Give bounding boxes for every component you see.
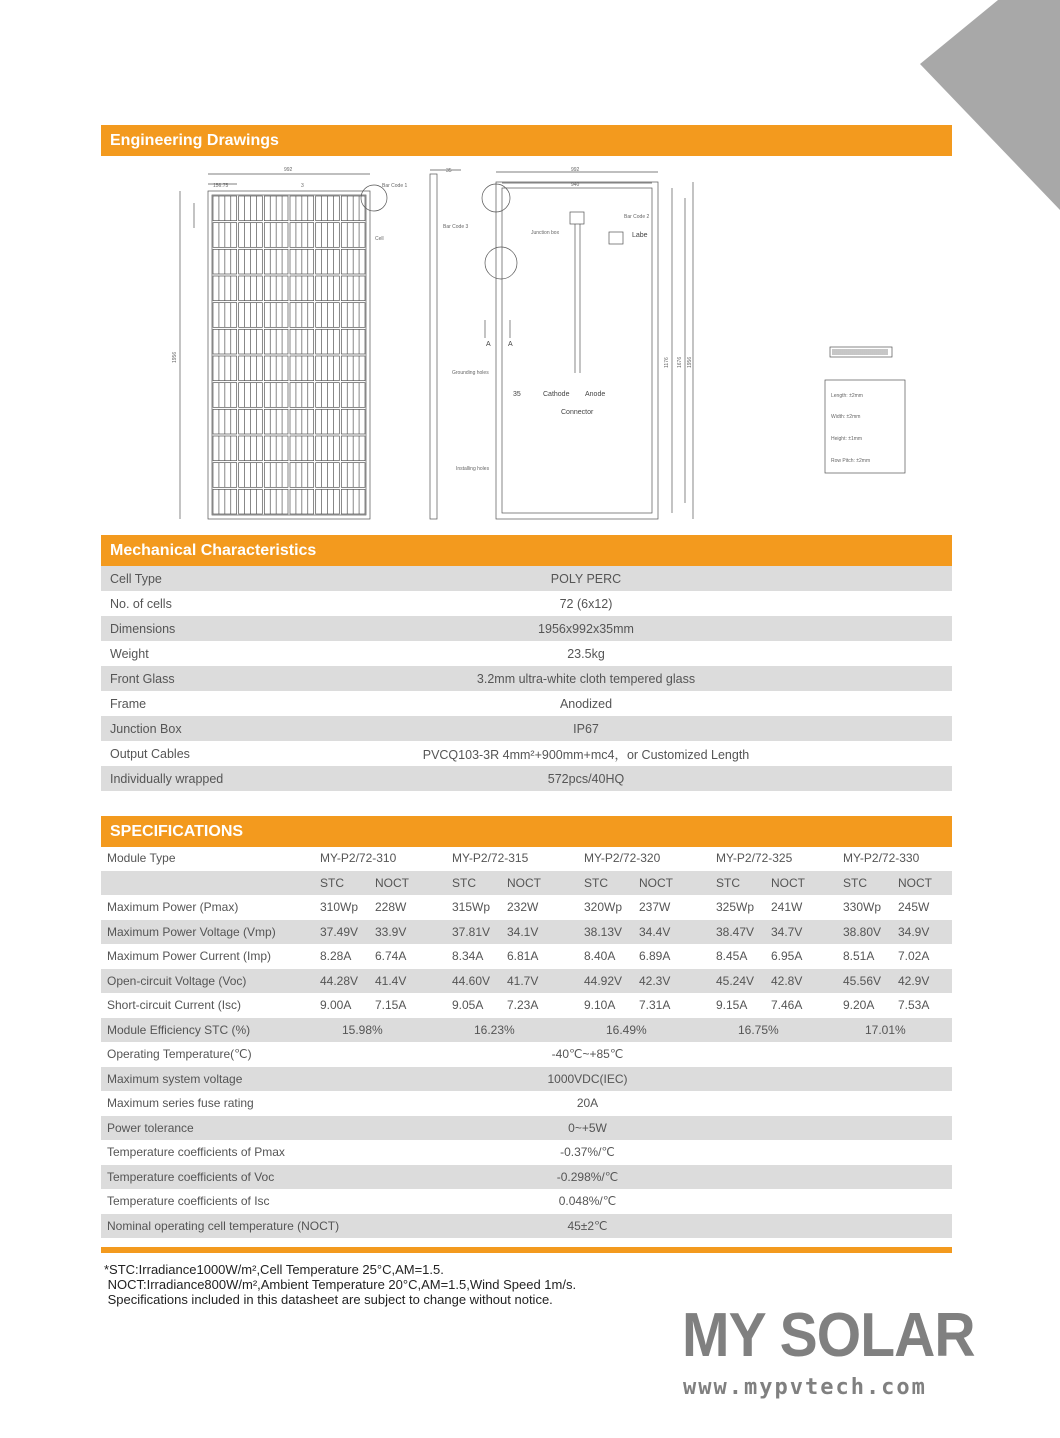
mech-label: Cell Type — [110, 571, 162, 586]
svg-text:1956: 1956 — [687, 356, 693, 368]
svg-text:Bar Code 1: Bar Code 1 — [382, 183, 408, 189]
spec-value: 33.9V — [375, 924, 407, 939]
stc-header: STC — [320, 875, 344, 890]
mech-label: Weight — [110, 646, 149, 661]
svg-text:1676: 1676 — [677, 356, 683, 368]
mech-value: PVCQ103-3R 4mm²+900mm+mc4，or Customized Length — [422, 747, 750, 762]
mech-label: Frame — [110, 696, 147, 711]
svg-text:156.75: 156.75 — [213, 183, 229, 189]
mech-row — [101, 741, 952, 766]
mech-row — [101, 666, 952, 691]
spec-value: 41.4V — [375, 973, 407, 988]
svg-text:Height: ±1mm: Height: ±1mm — [831, 436, 863, 442]
spec-label: Temperature coefficients of Pmax — [107, 1145, 285, 1160]
svg-text:Length: ±2mm: Length: ±2mm — [831, 393, 863, 399]
spec-value: 7.53A — [898, 998, 930, 1013]
svg-text:1176: 1176 — [664, 357, 670, 368]
spec-value: 37.81V — [452, 924, 491, 939]
spec-value: 8.51A — [843, 949, 875, 964]
spec-value: 8.28A — [320, 949, 352, 964]
model-name: MY-P2/72-315 — [452, 851, 529, 866]
spec-value: 9.15A — [716, 998, 748, 1013]
spec-value: 42.8V — [771, 973, 803, 988]
spec-value: 7.46A — [771, 998, 803, 1013]
spec-label: Maximum Power Voltage (Vmp) — [107, 924, 276, 939]
spec-label: Module Efficiency STC (%) — [107, 1022, 251, 1037]
spec-common-value: 1000VDC(IEC) — [547, 1071, 628, 1086]
svg-text:Installing holes: Installing holes — [456, 466, 490, 472]
spec-common-value: 0.048%/℃ — [558, 1194, 617, 1209]
svg-text:1956: 1956 — [172, 351, 178, 363]
spec-value: 8.45A — [716, 949, 748, 964]
model-name: MY-P2/72-310 — [320, 851, 397, 866]
svg-text:Anode: Anode — [585, 391, 606, 398]
svg-text:Cell: Cell — [375, 236, 384, 242]
efficiency-value: 16.23% — [474, 1022, 515, 1037]
spec-value: 310Wp — [320, 900, 359, 915]
svg-text:992: 992 — [571, 167, 580, 173]
mech-value: 23.5kg — [567, 646, 605, 661]
spec-value: 38.47V — [716, 924, 755, 939]
efficiency-value: 17.01% — [865, 1022, 906, 1037]
specifications-header: SPECIFICATIONS — [101, 816, 952, 847]
mechanical-characteristics-header: Mechanical Characteristics — [101, 535, 952, 566]
svg-text:940: 940 — [571, 182, 580, 188]
svg-text:A: A — [486, 341, 491, 348]
svg-text:A: A — [508, 341, 513, 348]
spec-value: 241W — [771, 900, 803, 915]
spec-common-value: -40℃~+85℃ — [551, 1047, 624, 1062]
mech-label: Output Cables — [110, 746, 190, 761]
spec-value: 9.05A — [452, 998, 484, 1013]
spec-value: 325Wp — [716, 900, 755, 915]
spec-value: 41.7V — [507, 973, 539, 988]
spec-value: 34.4V — [639, 924, 671, 939]
spec-value: 7.23A — [507, 998, 539, 1013]
website-url: www.mypvtech.com — [683, 1375, 927, 1400]
mechanical-table — [101, 566, 952, 791]
mech-row — [101, 641, 952, 666]
mech-value: 572pcs/40HQ — [547, 771, 625, 786]
spec-label: Temperature coefficients of Isc — [107, 1194, 270, 1209]
spec-label: Operating Temperature(℃) — [107, 1047, 252, 1062]
spec-value: 232W — [507, 900, 539, 915]
efficiency-value: 16.49% — [606, 1022, 647, 1037]
svg-text:Grounding holes: Grounding holes — [452, 370, 489, 376]
mech-row — [101, 691, 952, 716]
spec-row — [101, 1140, 952, 1165]
model-name: MY-P2/72-320 — [584, 851, 661, 866]
spec-value: 330Wp — [843, 900, 882, 915]
spec-value: 245W — [898, 900, 930, 915]
mech-value: 3.2mm ultra-white cloth tempered glass — [476, 671, 696, 686]
brand-logo: MY SOLAR — [682, 1301, 975, 1370]
svg-text:Width: ±2mm: Width: ±2mm — [831, 414, 861, 420]
svg-text:Bar Code 2: Bar Code 2 — [624, 214, 650, 220]
spec-label: Power tolerance — [107, 1120, 194, 1135]
spec-value: 44.60V — [452, 973, 491, 988]
mech-value: Anodized — [559, 696, 613, 711]
spec-value: 44.92V — [584, 973, 623, 988]
spec-row — [101, 920, 952, 945]
svg-text:Junction box: Junction box — [531, 230, 560, 236]
mech-row — [101, 616, 952, 641]
spec-row — [101, 871, 952, 896]
spec-row — [101, 1189, 952, 1214]
mech-row — [101, 591, 952, 616]
spec-row — [101, 1067, 952, 1092]
spec-value: 6.95A — [771, 949, 803, 964]
spec-value: 42.3V — [639, 973, 671, 988]
mech-value: IP67 — [573, 721, 599, 736]
spec-row — [101, 1018, 952, 1043]
efficiency-value: 16.75% — [738, 1022, 779, 1037]
spec-common-value: 20A — [576, 1096, 599, 1111]
spec-row — [101, 1116, 952, 1141]
spec-label: Maximum Power (Pmax) — [107, 900, 239, 915]
mech-value: POLY PERC — [550, 571, 622, 586]
noct-header: NOCT — [771, 875, 805, 890]
noct-header: NOCT — [375, 875, 409, 890]
spec-value: 44.28V — [320, 973, 359, 988]
model-name: MY-P2/72-325 — [716, 851, 793, 866]
spec-value: 6.89A — [639, 949, 671, 964]
spec-value: 9.00A — [320, 998, 352, 1013]
mech-value: 72 (6x12) — [559, 596, 613, 611]
svg-text:Cathode: Cathode — [543, 391, 570, 398]
spec-label: Module Type — [107, 851, 176, 866]
spec-label: Maximum series fuse rating — [107, 1096, 254, 1111]
spec-value: 45.24V — [716, 973, 755, 988]
spec-value: 228W — [375, 900, 407, 915]
spec-value: 8.34A — [452, 949, 484, 964]
stc-header: STC — [843, 875, 867, 890]
spec-value: 8.40A — [584, 949, 616, 964]
noct-header: NOCT — [639, 875, 673, 890]
footer-rule — [101, 1247, 952, 1253]
stc-header: STC — [452, 875, 476, 890]
svg-text:Bar Code 3: Bar Code 3 — [443, 224, 469, 230]
efficiency-value: 15.98% — [342, 1022, 383, 1037]
spec-value: 42.9V — [898, 973, 930, 988]
spec-common-value: 0~+5W — [568, 1120, 607, 1135]
mech-label: No. of cells — [110, 596, 172, 611]
footnote-line: Specifications included in this datasheet are subject to change without notice. — [104, 1292, 553, 1307]
spec-row — [101, 969, 952, 994]
specifications-table — [101, 846, 952, 1238]
footnotes — [104, 1262, 576, 1307]
spec-value: 37.49V — [320, 924, 359, 939]
noct-header: NOCT — [898, 875, 932, 890]
spec-row — [101, 1214, 952, 1239]
svg-text:3: 3 — [301, 183, 304, 189]
mech-label: Individually wrapped — [110, 771, 224, 786]
spec-value: 7.02A — [898, 949, 930, 964]
stc-header: STC — [716, 875, 740, 890]
spec-value: 34.9V — [898, 924, 930, 939]
mech-label: Dimensions — [110, 621, 176, 636]
engineering-drawing — [101, 158, 952, 530]
spec-value: 320Wp — [584, 900, 623, 915]
spec-label: Maximum system voltage — [107, 1071, 243, 1086]
noct-header: NOCT — [507, 875, 541, 890]
mech-row — [101, 566, 952, 591]
spec-label: Nominal operating cell temperature (NOCT) — [107, 1218, 340, 1233]
mech-label: Front Glass — [110, 671, 175, 686]
svg-text:Labe: Labe — [632, 232, 648, 239]
svg-text:35: 35 — [446, 168, 452, 174]
spec-value: 7.15A — [375, 998, 407, 1013]
mech-row — [101, 716, 952, 741]
spec-value: 9.20A — [843, 998, 875, 1013]
stc-header: STC — [584, 875, 608, 890]
spec-value: 38.80V — [843, 924, 882, 939]
spec-value: 34.7V — [771, 924, 803, 939]
svg-text:992: 992 — [284, 167, 293, 173]
spec-label: Open-circuit Voltage (Voc) — [107, 973, 247, 988]
spec-row — [101, 993, 952, 1018]
spec-common-value: -0.37%/℃ — [560, 1145, 615, 1160]
spec-value: 6.81A — [507, 949, 539, 964]
spec-value: 7.31A — [639, 998, 671, 1013]
footnote-line: *STC:Irradiance1000W/m²,Cell Temperature 25°C,AM=1.5. — [104, 1262, 444, 1277]
spec-value: 237W — [639, 900, 671, 915]
svg-text:Row Pitch: ±2mm: Row Pitch: ±2mm — [831, 458, 871, 464]
svg-text:Connector: Connector — [561, 409, 594, 416]
spec-label: Short-circuit Current (Isc) — [107, 998, 242, 1013]
spec-label: Temperature coefficients of Voc — [107, 1169, 275, 1184]
spec-label: Maximum Power Current (Imp) — [107, 949, 272, 964]
spec-row — [101, 1091, 952, 1116]
mech-value: 1956x992x35mm — [538, 621, 634, 636]
spec-row — [101, 1165, 952, 1190]
spec-value: 38.13V — [584, 924, 623, 939]
spec-value: 9.10A — [584, 998, 616, 1013]
spec-common-value: 45±2℃ — [567, 1218, 608, 1233]
model-name: MY-P2/72-330 — [843, 851, 920, 866]
spec-common-value: -0.298%/℃ — [556, 1169, 619, 1184]
mech-row — [101, 766, 952, 791]
engineering-drawings-header: Engineering Drawings — [101, 125, 952, 156]
spec-value: 315Wp — [452, 900, 491, 915]
spec-value: 6.74A — [375, 949, 407, 964]
footnote-line: NOCT:Irradiance800W/m²,Ambient Temperature 20°C,AM=1.5,Wind Speed 1m/s. — [104, 1277, 577, 1292]
spec-row — [101, 944, 952, 969]
spec-value: 45.56V — [843, 973, 882, 988]
svg-text:35: 35 — [513, 391, 521, 398]
spec-row — [101, 846, 952, 871]
spec-value: 34.1V — [507, 924, 539, 939]
spec-row — [101, 1042, 952, 1067]
spec-row — [101, 895, 952, 920]
mech-label: Junction Box — [110, 721, 182, 736]
